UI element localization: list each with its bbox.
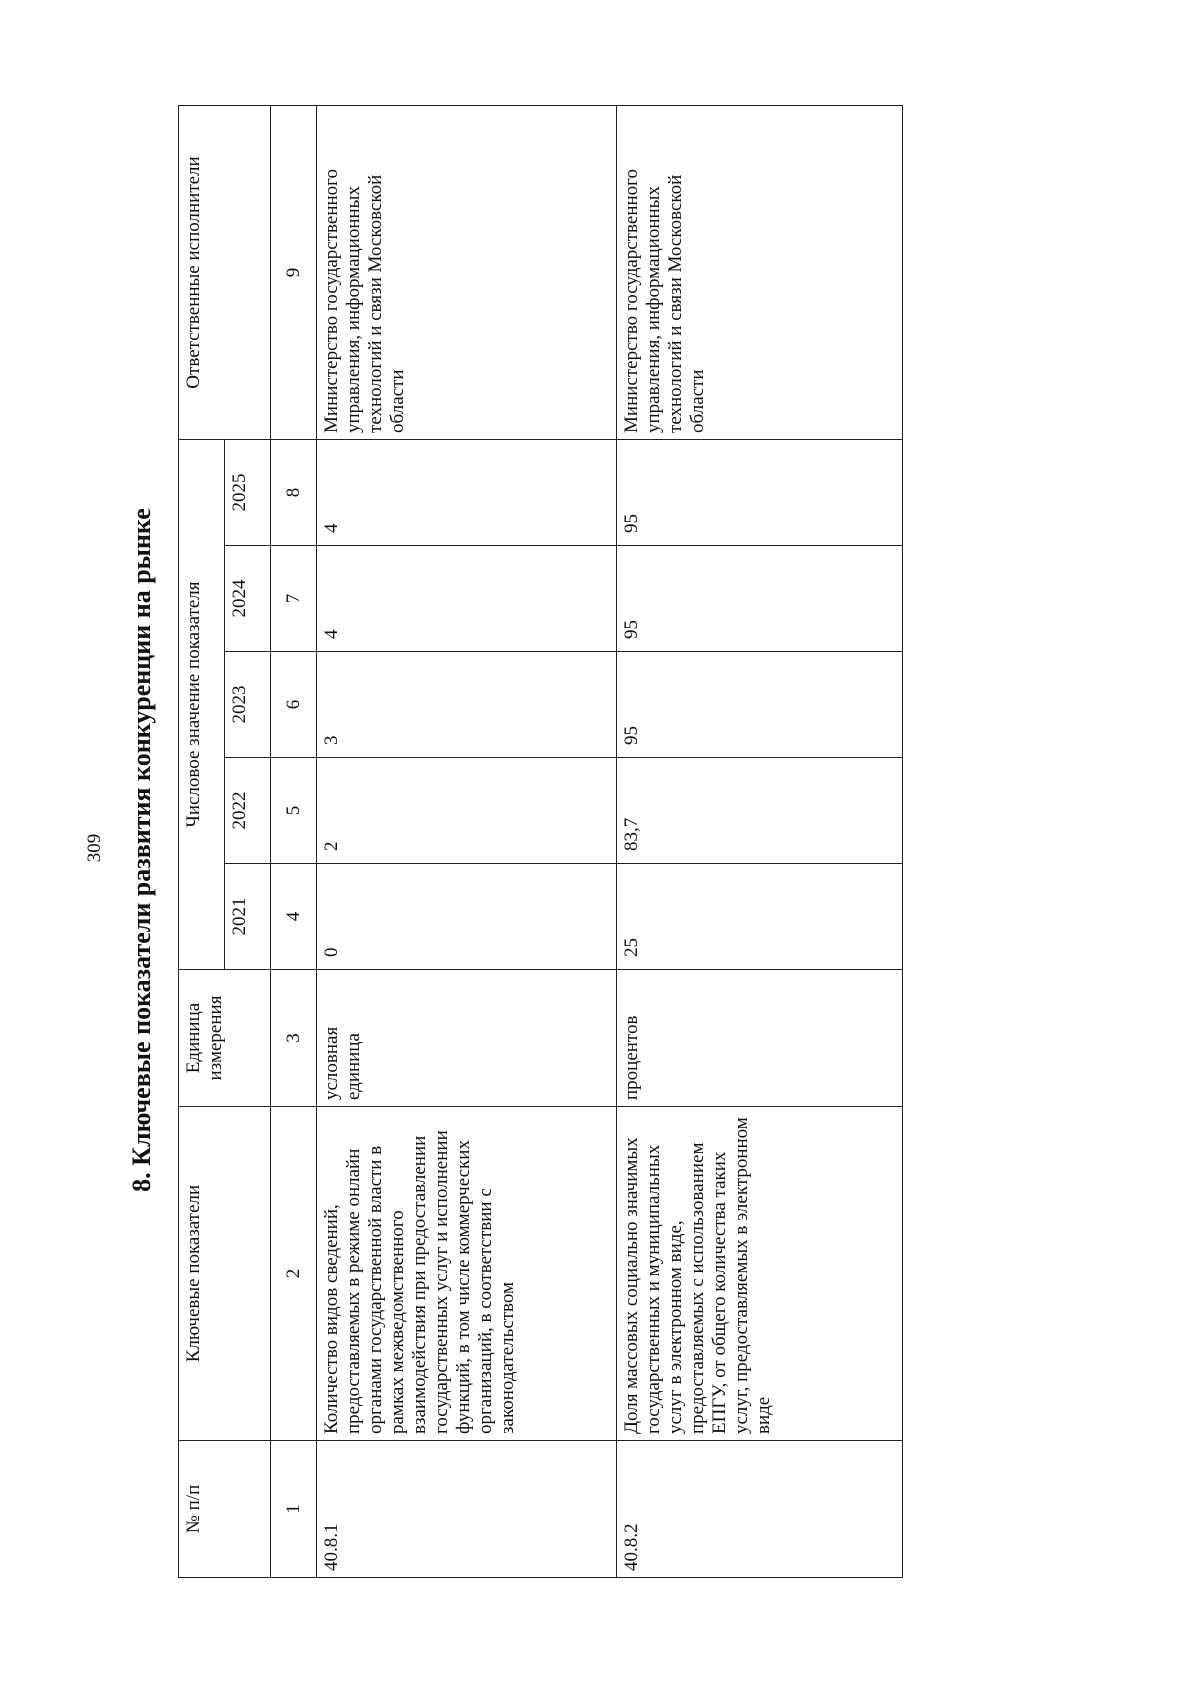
column-number: 1 [271, 1441, 317, 1578]
row-num: 40.8.2 [617, 1441, 903, 1578]
header-num: № п/п [179, 1441, 271, 1578]
header-year: 2024 [225, 546, 271, 652]
row-responsible: Министерство государственного управления, информационных технологий и связи Московской области [317, 105, 617, 439]
header-year: 2023 [225, 652, 271, 758]
header-unit: Единица измерения [179, 970, 271, 1107]
header-values-group: Числовое значение показателя [179, 439, 225, 969]
column-numbers-row [271, 105, 317, 1577]
header-responsible: Ответственные исполнители [179, 105, 271, 439]
row-value-2022: 2 [317, 758, 617, 864]
header-indicators: Ключевые показатели [179, 1107, 271, 1441]
table-row [317, 105, 617, 1577]
column-number: 8 [271, 439, 317, 545]
indicators-table [178, 105, 903, 1578]
row-value-2023: 3 [317, 652, 617, 758]
page-title: 8. Ключевые показатели развития конкуренции на рынке [127, 508, 156, 1192]
table-row [617, 105, 903, 1577]
row-indicator: Доля массовых социально значимых государственных и муниципальных услуг в электронном виде, предоставляемых с использованием ЕПГУ, от общего количества таких услуг, предоставляемых в электронном виде [617, 1107, 903, 1441]
row-value-2024: 4 [317, 546, 617, 652]
row-num: 40.8.1 [317, 1441, 617, 1578]
row-unit: условная единица [317, 970, 617, 1107]
column-number: 3 [271, 970, 317, 1107]
header-year: 2021 [225, 864, 271, 970]
row-value-2021: 25 [617, 864, 903, 970]
row-value-2025: 4 [317, 439, 617, 545]
row-value-2023: 95 [617, 652, 903, 758]
column-number: 7 [271, 546, 317, 652]
column-number: 2 [271, 1107, 317, 1441]
header-year: 2022 [225, 758, 271, 864]
header-year: 2025 [225, 439, 271, 545]
row-responsible: Министерство государственного управления, информационных технологий и связи Московской области [617, 105, 903, 439]
row-value-2025: 95 [617, 439, 903, 545]
column-number: 9 [271, 105, 317, 439]
row-value-2021: 0 [317, 864, 617, 970]
page-number: 309 [84, 833, 105, 863]
indicators-table-container [178, 106, 902, 1578]
column-number: 5 [271, 758, 317, 864]
header-row [179, 105, 225, 1577]
column-number: 6 [271, 652, 317, 758]
row-value-2024: 95 [617, 546, 903, 652]
column-number: 4 [271, 864, 317, 970]
row-indicator: Количество видов сведений, предоставляемых в режиме онлайн органами государственной власти в рамках межведомственного взаимодействия при предоставлении государственных услуг и исполнении функций, в том числе коммерческих организаций, в соответствии с законодательством [317, 1107, 617, 1441]
row-unit: процентов [617, 970, 903, 1107]
row-value-2022: 83,7 [617, 758, 903, 864]
